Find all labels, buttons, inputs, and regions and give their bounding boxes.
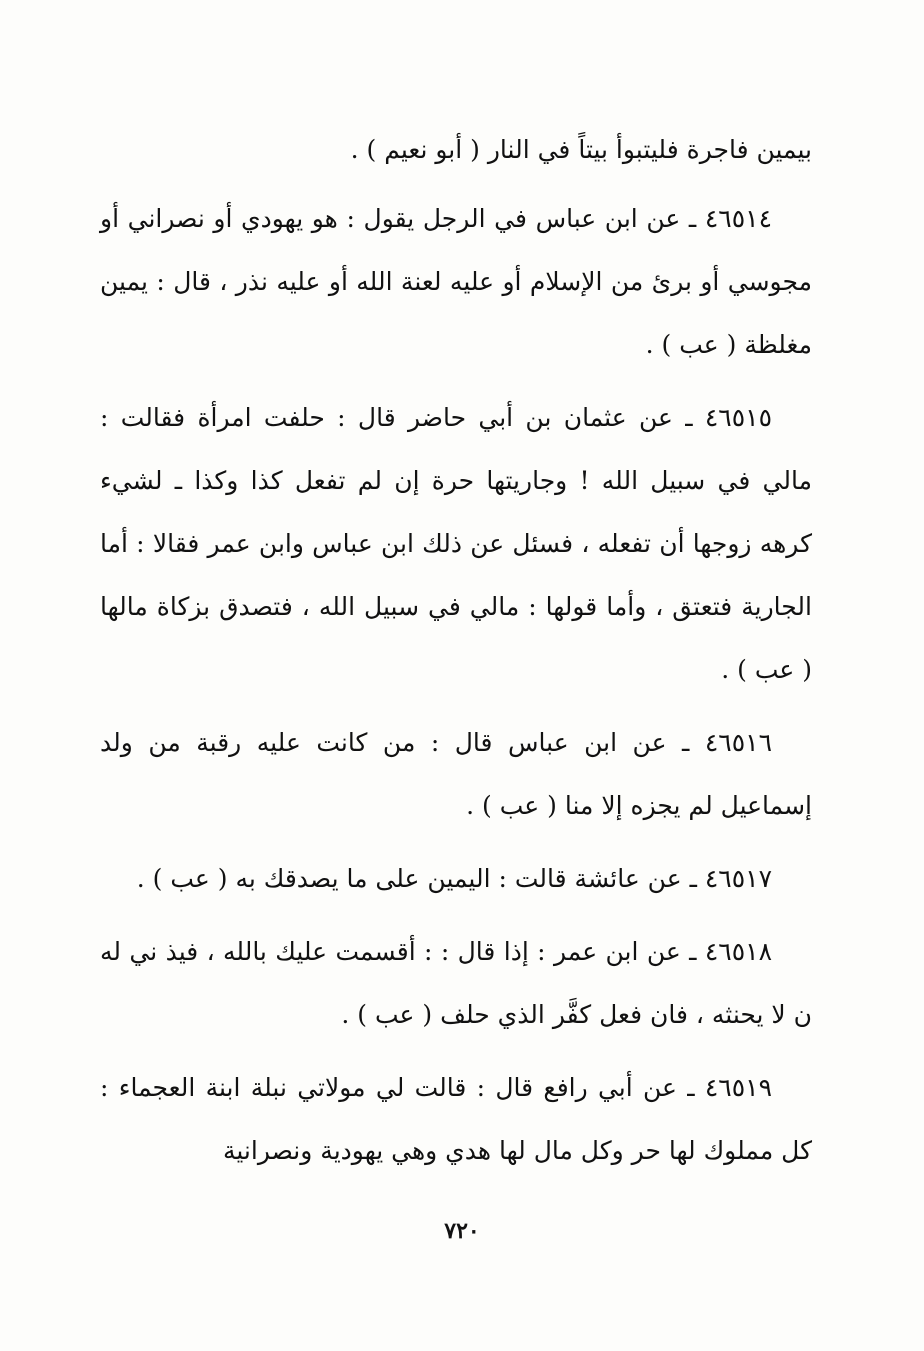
- hadith-46518: ٤٦٥١٨ ـ عن ابن عمر : إذا قال : : أقسمت عليك بالله ، فيذ ني له ن لا يحنثه ، فان فعل كفَّر الذي حلف ( عب ) .: [100, 937, 812, 1029]
- hadith-46514: ٤٦٥١٤ ـ عن ابن عباس في الرجل يقول : هو يهودي أو نصراني أو مجوسي أو برئ من الإسلام أو عليه لعنة الله أو عليه نذر ، قال : يمين مغلظة ( عب ) .: [100, 204, 812, 359]
- hadith-46519: ٤٦٥١٩ ـ عن أبي رافع قال : قالت لي مولاتي نبلة ابنة العجماء : كل مملوك لها حر وكل مال لها هدي وهي يهودية ونصرانية: [100, 1073, 812, 1165]
- hadith-46516: ٤٦٥١٦ ـ عن ابن عباس قال : من كانت عليه رقبة من ولد إسماعيل لم يجزه إلا منا ( عب ) .: [100, 728, 812, 820]
- body-text: [100, 118, 812, 1192]
- hadith-46515: ٤٦٥١٥ ـ عن عثمان بن أبي حاضر قال : حلفت امرأة فقالت : مالي في سبيل الله ! وجاريتها حرة إن لم تفعل كذا وكذا ـ لشيء كرهه زوجها أن تفعله ، فسئل عن ذلك ابن عباس وابن عمر فقالا : أما الجارية فتعتق ، وأما قولها : مالي في سبيل الله ، فتصدق بزكاة مالها ( عب ) .: [100, 403, 812, 684]
- hadith-46517: ٤٦٥١٧ ـ عن عائشة قالت : اليمين على ما يصدقك به ( عب ) .: [136, 864, 772, 893]
- paragraph-continuation: بيمين فاجرة فليتبوأ بيتاً في النار ( أبو نعيم ) .: [350, 135, 812, 164]
- page-number: ٧٢٠: [444, 1218, 480, 1244]
